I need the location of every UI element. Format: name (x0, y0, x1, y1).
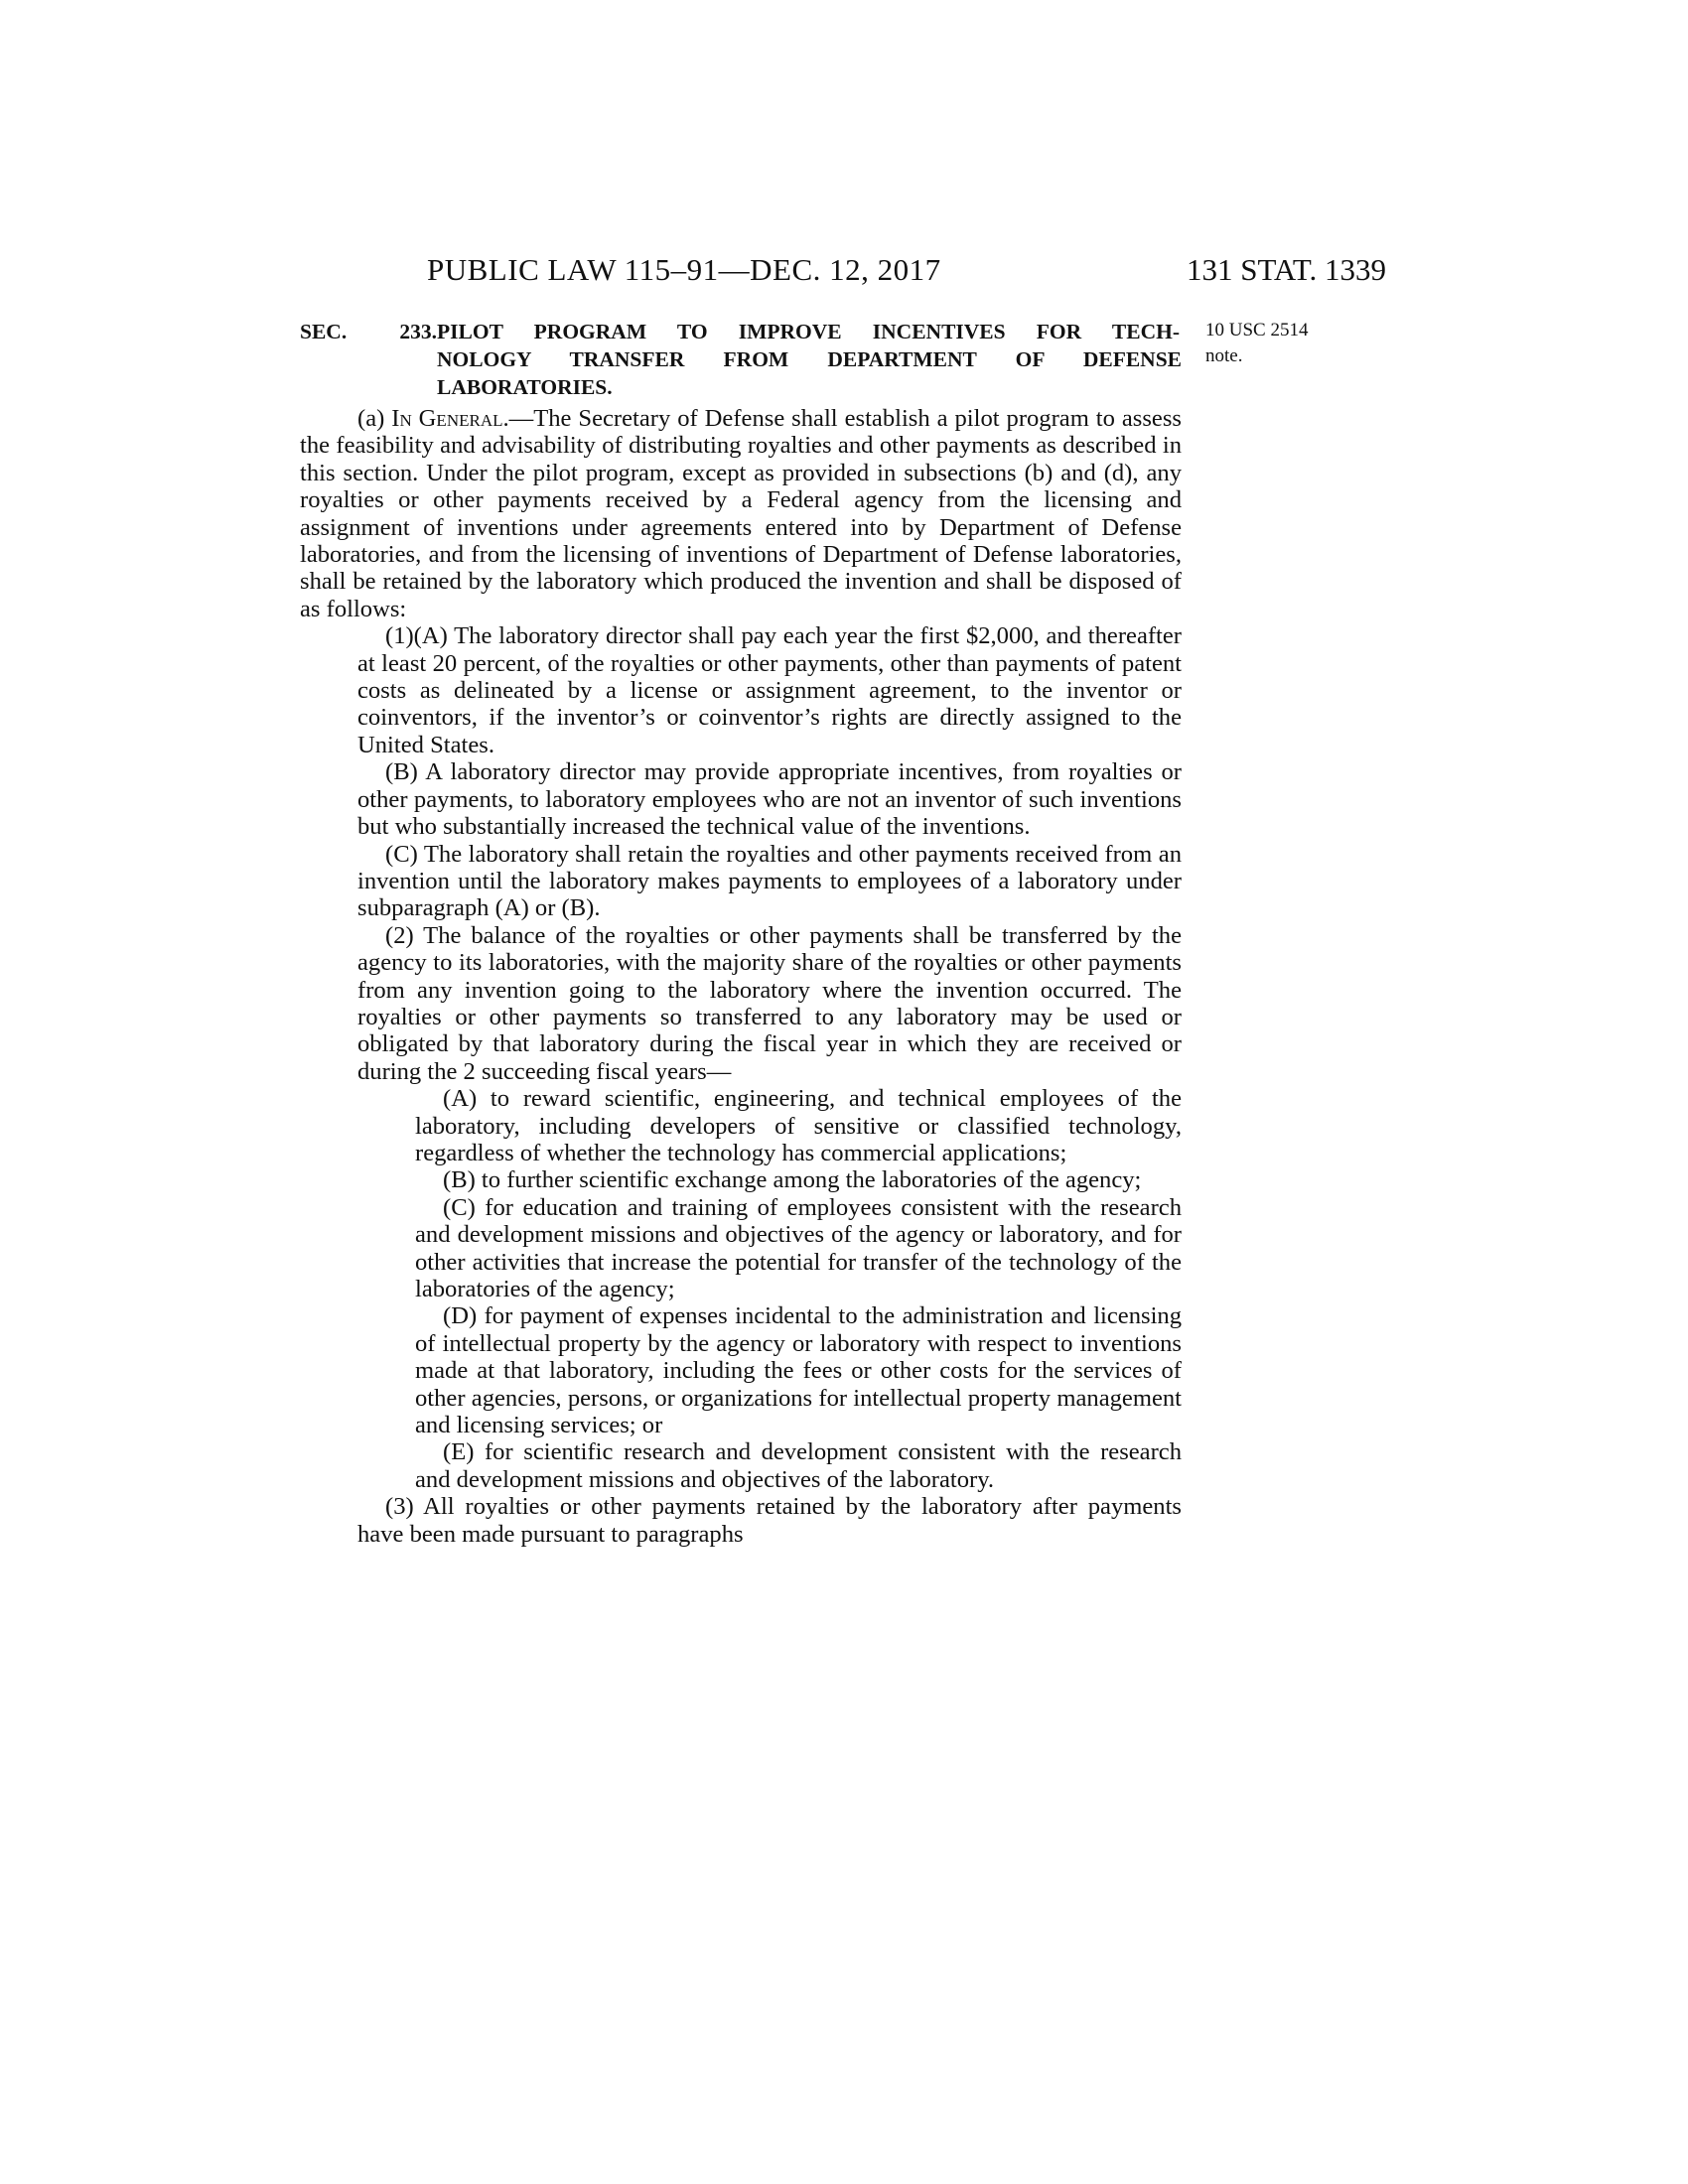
paragraph-2C: (C) for education and training of employees consistent with the research and development missions and objectives of the agency or laboratory, and for other activities that increase the potential for transfer of the technology of the laboratories of the agency; (415, 1193, 1182, 1302)
section-body (300, 405, 1182, 1548)
running-head (427, 252, 1420, 292)
paragraph-1A: (1)(A) The laboratory director shall pay each year the first $2,000, and thereafter at least 20 percent, of the royalties or other payments, other than payments of patent costs as delineated by a license or assignment agreement, to the inventor or coinventors, if the inventor’s or coinventor’s rights are directly assigned to the United States. (357, 622, 1182, 758)
paragraph-2A: (A) to reward scientific, engineering, and technical employees of the laboratory, including developers of sensitive or classified technology, regardless of whether the technology has commercial applications; (415, 1085, 1182, 1166)
section-title-line-2: NOLOGY TRANSFER FROM DEPARTMENT OF DEFENSE (437, 347, 1182, 371)
margin-citation-line-1: 10 USC 2514 (1205, 320, 1309, 341)
subsection-a-heading: In General (391, 405, 503, 432)
section-heading (300, 318, 1182, 401)
margin-citation (1205, 318, 1364, 369)
paragraph-2: (2) The balance of the royalties or other payments shall be transferred by the agency to its laboratories, with the majority share of the royalties or other payments from any invention going to the laboratory where the invention occurred. The royalties or other payments so transferred to any laboratory may be used or obligated by that laboratory during the fiscal year in which they are received or during the 2 succeeding fiscal years— (357, 921, 1182, 1085)
section-title-line-3: LABORATORIES. (437, 375, 613, 399)
page-stat-number: 131 STAT. 1339 (1186, 252, 1386, 287)
paragraph-1C: (C) The laboratory shall retain the royalties and other payments received from an invention until the laboratory makes payments to employees of a laboratory under subparagraph (A) or (B). (357, 840, 1182, 922)
running-title: PUBLIC LAW 115–91—DEC. 12, 2017 (427, 252, 941, 287)
subsection-a (300, 405, 1182, 622)
subsection-a-text: The Secretary of Defense shall establish a pilot program to assess the feasibility and advisability of distributing royalties and other payments as described in this section. Under the pilot program, except as provided in subsections (b) and (d), any royalties or other payments received by a Federal agency from the licensing and assignment of inventions under agreements entered into by Department of Defense laboratories, and from the licensing of inventions of Department of Defense laboratories, shall be retained by the laboratory which produced the invention and shall be disposed of as follows: (300, 405, 1182, 622)
subsection-a-label: (a) (357, 405, 392, 432)
section-title-line-1: PILOT PROGRAM TO IMPROVE INCENTIVES FOR TECH- (437, 320, 1180, 343)
paragraph-2B: (B) to further scientific exchange among the laboratories of the agency; (443, 1166, 1142, 1194)
margin-citation-line-2: note. (1205, 345, 1243, 366)
paragraph-1B: (B) A laboratory director may provide appropriate incentives, from royalties or other payments, to laboratory employees who are not an inventor of such inventions but who substantially increased the technical value of the inventions. (357, 758, 1182, 841)
subsection-a-dash: .— (502, 405, 534, 432)
paragraph-3: (3) All royalties or other payments retained by the laboratory after payments have been made pursuant to paragraphs (357, 1493, 1182, 1548)
section-number: SEC. 233. (300, 320, 437, 343)
paragraph-2E: (E) for scientific research and development consistent with the research and development missions and objectives of the laboratory. (415, 1438, 1182, 1493)
paragraph-2D: (D) for payment of expenses incidental to the administration and licensing of intellectual property by the agency or laboratory with respect to inventions made at that laboratory, including the fees or other costs for the services of other agencies, persons, or organizations for intellectual property management and licensing services; or (415, 1302, 1182, 1439)
